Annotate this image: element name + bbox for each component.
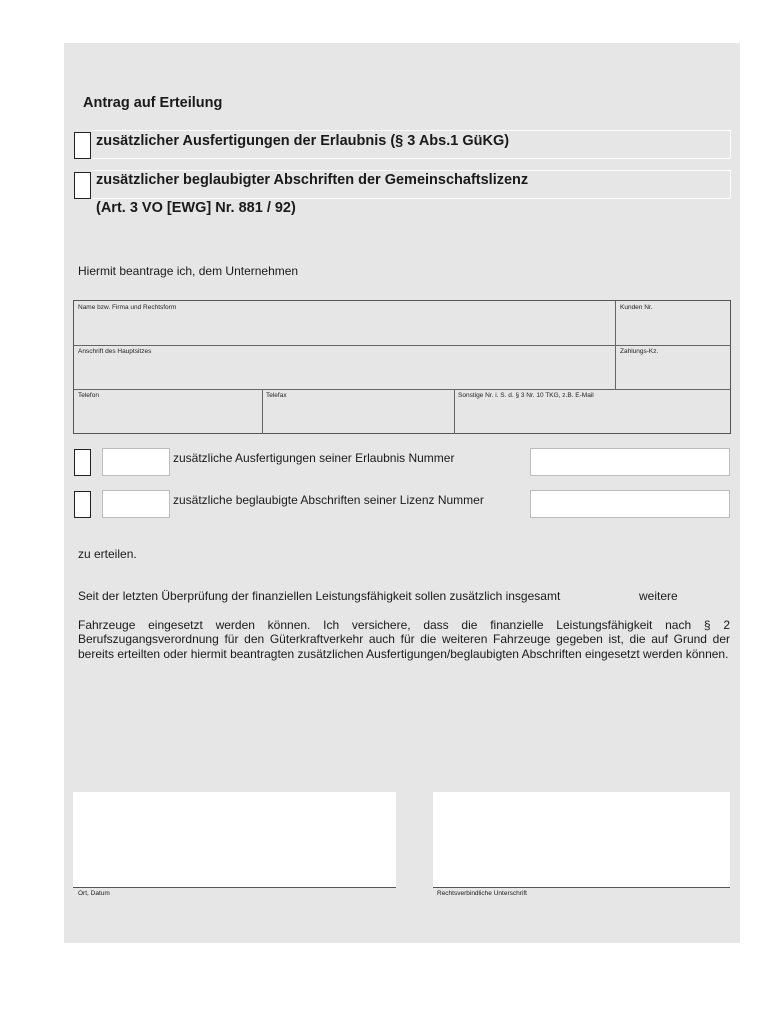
ausfertigungen-row-checkbox[interactable] [74, 449, 91, 476]
telefon-label: Telefon [78, 392, 99, 399]
option2-frame-right [730, 170, 731, 198]
address-field-label: Anschrift des Hauptsitzes [78, 348, 152, 355]
abschriften-count-field[interactable] [102, 490, 170, 518]
company-data-grid [73, 300, 731, 434]
declaration-paragraph: Fahrzeuge eingesetzt werden können. Ich versichere, dass die finanzielle Leistungsfähigkeit nach § 2 Berufszugangsverordnung für den Güterkraftverkehr auch für die weiteren Fahrzeuge gegeben ist, die auf Grund der bereits erteilten oder hiermit beantragten zusätzlichen Ausfertigungen/beglaubigten Abschriften eingesetzt werden können. [78, 618, 730, 661]
option-abschriften-checkbox[interactable] [74, 172, 91, 199]
sonstige-nr-label: Sonstige Nr. i. S. d. § 3 Nr. 10 TKG, z.B. E-Mail [458, 392, 594, 399]
option2-frame-top [92, 170, 730, 171]
vehicles-sentence-weitere: weitere [639, 589, 678, 603]
option1-frame-right [730, 130, 731, 158]
ort-datum-line [73, 887, 396, 888]
telefax-label: Telefax [266, 392, 287, 399]
ort-datum-label: Ort, Datum [78, 890, 110, 897]
lizenz-number-field[interactable] [530, 490, 730, 518]
ort-datum-field[interactable] [73, 792, 396, 887]
signature-line [433, 887, 730, 888]
zu-erteilen-text: zu erteilen. [78, 547, 137, 561]
intro-text: Hiermit beantrage ich, dem Unternehmen [78, 264, 299, 278]
option-abschriften-label: zusätzlicher beglaubigter Abschriften der Gemeinschaftslizenz [96, 172, 529, 188]
grid-col-divider [454, 389, 455, 434]
option1-frame-top [92, 130, 730, 131]
kunden-nr-label: Kunden Nr. [620, 304, 653, 311]
name-field-label: Name bzw. Firma und Rechtsform [78, 304, 177, 311]
option2-frame-bottom [92, 198, 730, 199]
grid-row-divider [74, 345, 730, 346]
abschriften-row-label: zusätzliche beglaubigte Abschriften seiner Lizenz Nummer [173, 493, 484, 507]
erlaubnis-number-field[interactable] [530, 448, 730, 476]
option1-frame-bottom [92, 158, 730, 159]
grid-col-divider [262, 389, 263, 434]
signature-field[interactable] [433, 792, 730, 887]
signature-label: Rechtsverbindliche Unterschrift [437, 890, 527, 897]
vehicle-count-field[interactable] [600, 586, 636, 606]
abschriften-row-checkbox[interactable] [74, 491, 91, 518]
option-abschriften-reference: (Art. 3 VO [EWG] Nr. 881 / 92) [96, 200, 296, 216]
ausfertigungen-row-label: zusätzliche Ausfertigungen seiner Erlaubnis Nummer [173, 451, 455, 465]
grid-row-divider [74, 389, 730, 390]
option-ausfertigungen-checkbox[interactable] [74, 132, 91, 159]
vehicles-sentence-start: Seit der letzten Überprüfung der finanziellen Leistungsfähigkeit sollen zusätzlich insgesamt [78, 589, 561, 603]
grid-col-divider [615, 301, 616, 389]
form-heading: Antrag auf Erteilung [83, 95, 223, 111]
ausfertigungen-count-field[interactable] [102, 448, 170, 476]
zahlungs-kz-label: Zahlungs-Kz. [620, 348, 659, 355]
option-ausfertigungen-label: zusätzlicher Ausfertigungen der Erlaubnis (§ 3 Abs.1 GüKG) [96, 133, 510, 149]
